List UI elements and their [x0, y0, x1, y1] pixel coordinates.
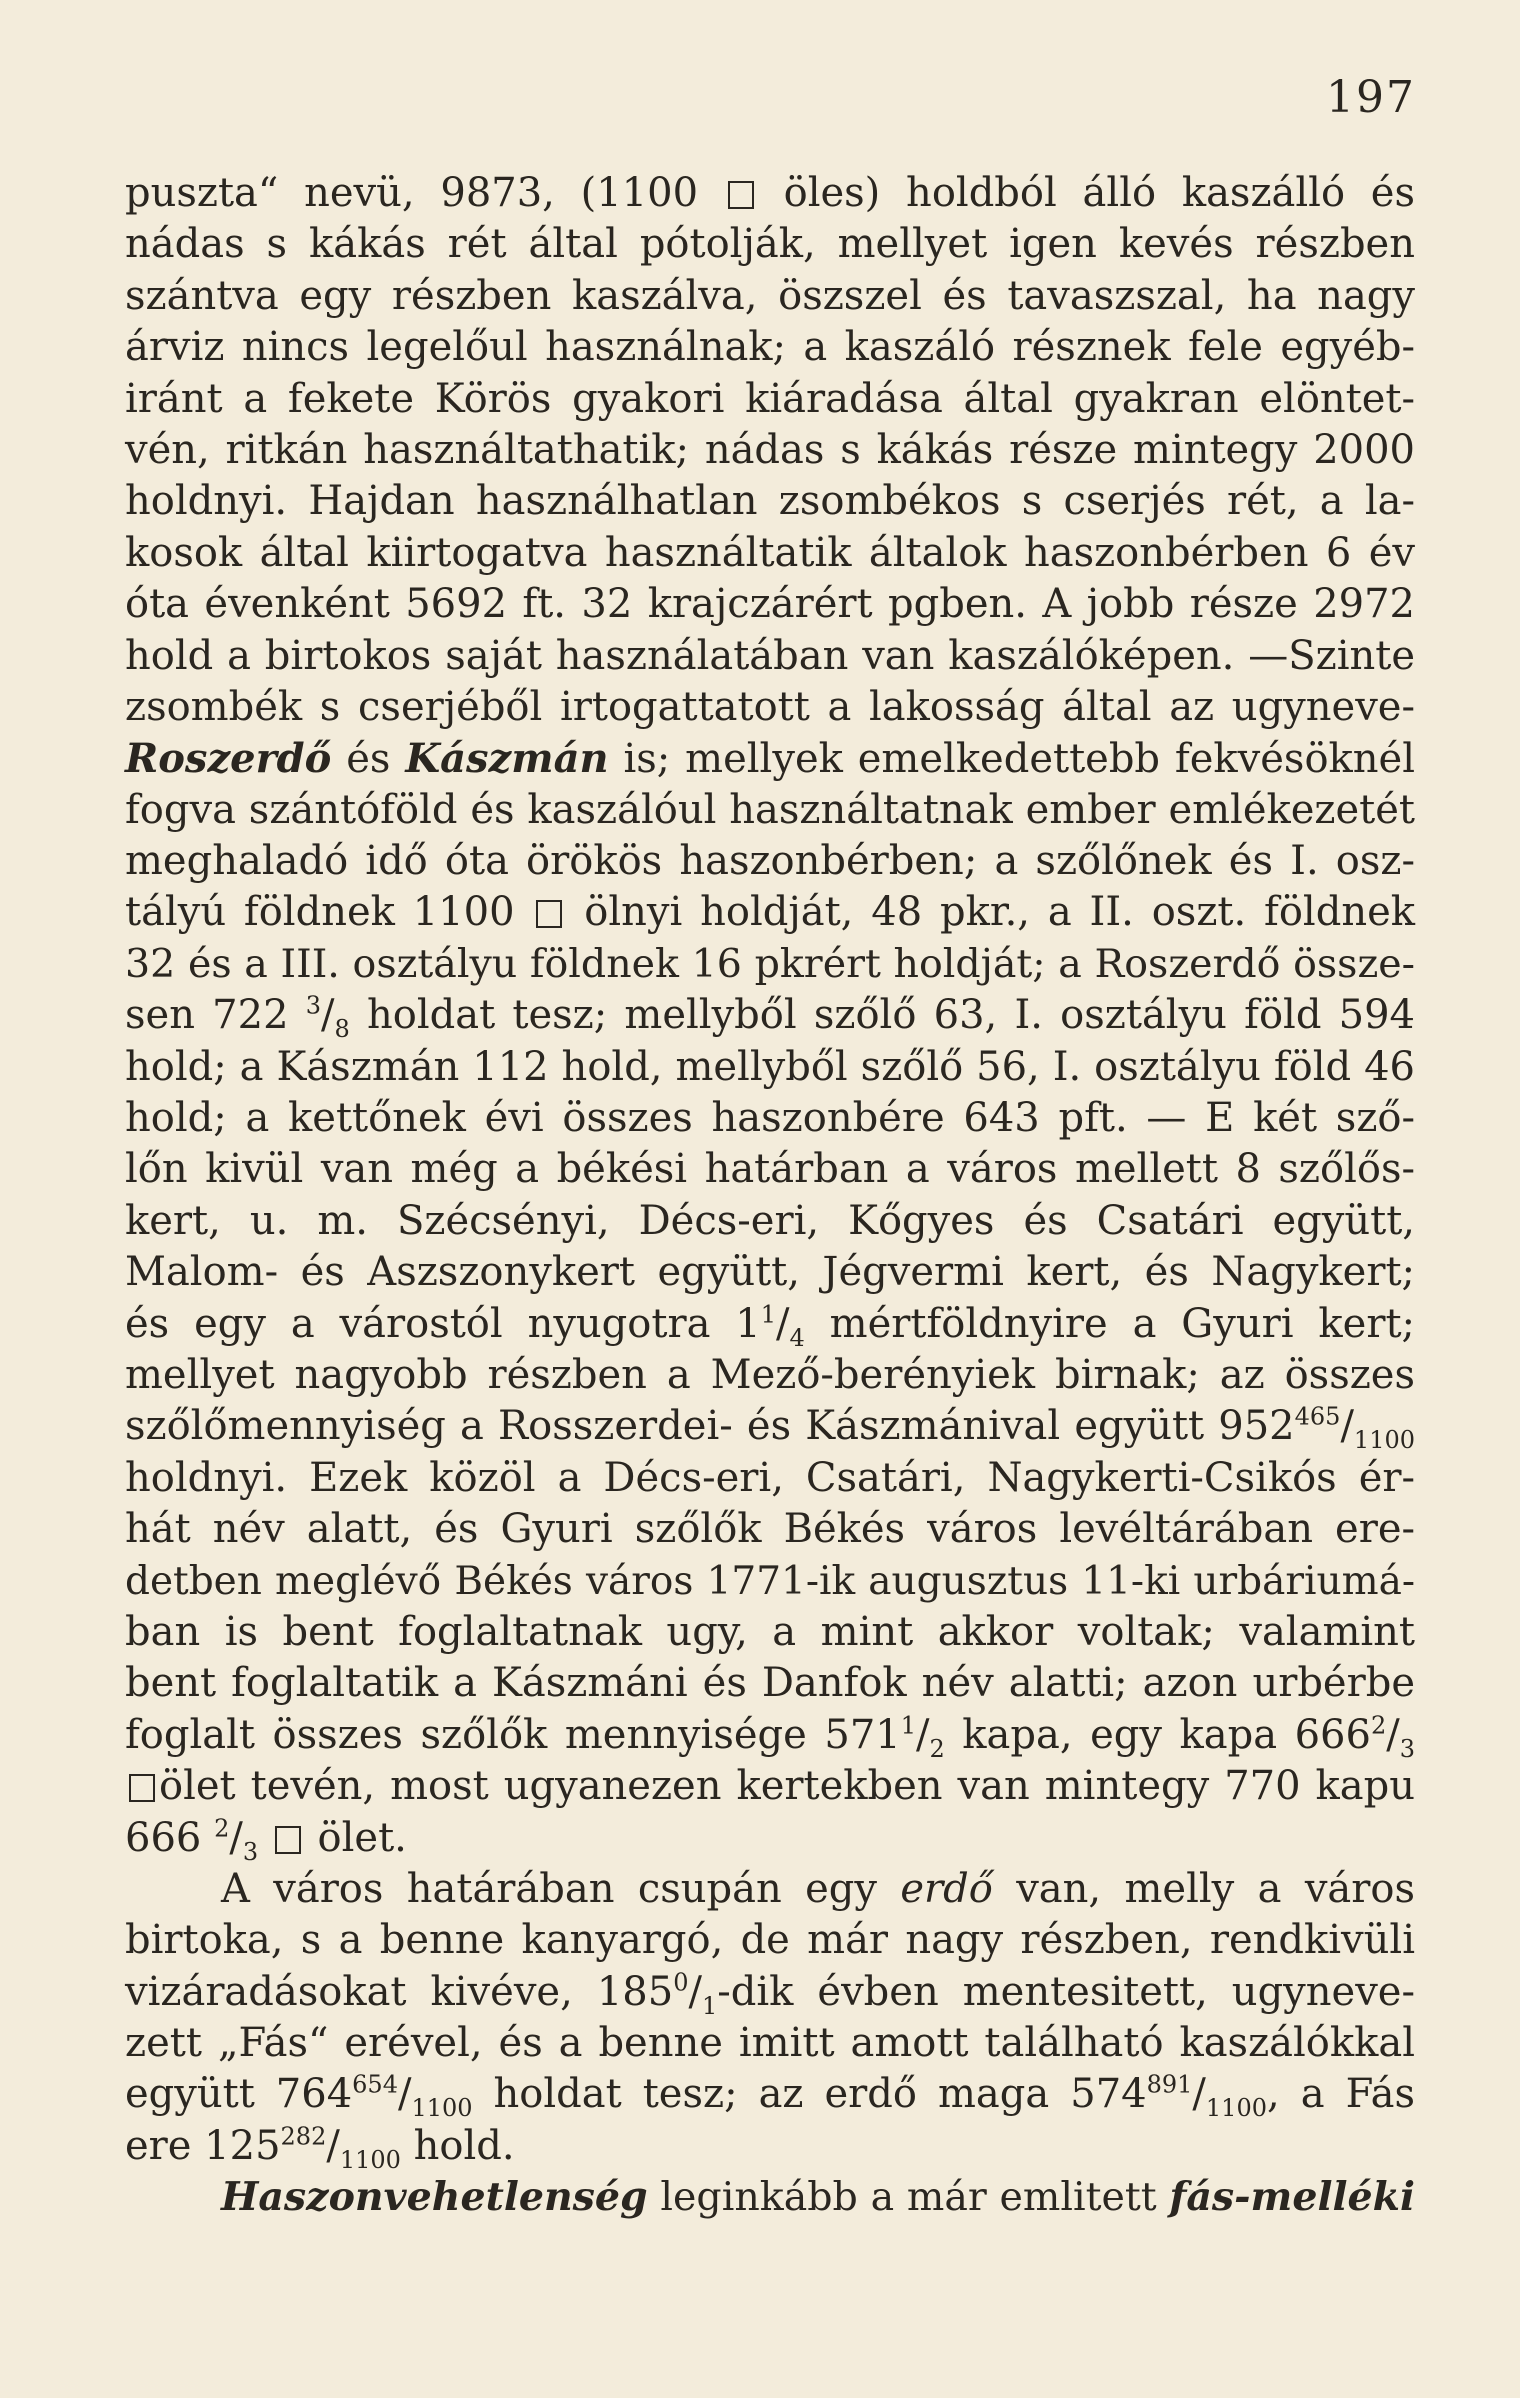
- text-line: [125, 168, 1415, 219]
- text-run: /: [326, 2122, 340, 2169]
- text-line: [125, 1350, 1415, 1401]
- fraction-denominator: 8: [334, 1015, 350, 1044]
- text-line: [125, 682, 1415, 733]
- fraction-denominator: 1100: [411, 2094, 473, 2123]
- text-run: öles) holdból álló kaszálló és: [757, 170, 1415, 216]
- text-line: [125, 1761, 1415, 1812]
- text-line: [125, 1813, 1415, 1864]
- fraction-denominator: 2: [929, 1734, 945, 1763]
- text-run: hold; a Kászmán 112 hold, mellyből szőlő 56, I. osztályu föld 46: [125, 1043, 1415, 1090]
- text-run: tályú földnek 1100: [125, 889, 533, 936]
- square-fathom-icon: [536, 900, 562, 928]
- text-run: ölet.: [304, 1814, 407, 1861]
- text-run: detben meglévő Békés város 1771-ik augusztus 11-ki urbáriumá-: [125, 1558, 1415, 1604]
- text-run: /: [321, 992, 335, 1039]
- text-line: [125, 1299, 1415, 1350]
- fraction-denominator: 1: [701, 1991, 718, 2020]
- fraction-numerator: 2: [214, 1814, 230, 1843]
- text-line: [125, 2069, 1415, 2123]
- text-run: fogva szántóföld és kaszálóul használtatnak ember emlékezetét: [125, 786, 1415, 833]
- text-line: [125, 579, 1415, 630]
- text-line: [125, 374, 1415, 425]
- text-line: [125, 528, 1415, 579]
- fraction-denominator: 1100: [1205, 2094, 1267, 2123]
- text-line: [125, 1042, 1415, 1093]
- emphasized-term: fás-melléki: [1169, 2174, 1415, 2221]
- page-number: 197: [1326, 72, 1416, 123]
- text-line: [125, 1247, 1415, 1298]
- text-line: [125, 1710, 1415, 1761]
- text-run: ere 125: [125, 2122, 281, 2169]
- text-run: hát név alatt, és Gyuri szőlők Békés város levéltárában ere-: [125, 1506, 1415, 1553]
- text-run: hold; a kettőnek évi összes haszonbére 643 pft. — E két sző-: [125, 1095, 1415, 1142]
- text-line: [125, 1144, 1415, 1195]
- fraction-denominator: 1100: [339, 2145, 401, 2174]
- text-line: [125, 631, 1415, 682]
- text-line: [125, 2018, 1415, 2069]
- text-run: Malom- és Aszszonykert együtt, Jégvermi kert, és Nagykert;: [125, 1249, 1415, 1296]
- text-run: vizáradásokat kivéve, 185: [125, 1968, 674, 2015]
- square-fathom-icon: [728, 181, 754, 209]
- text-run: /: [1340, 1403, 1354, 1450]
- text-run: van, melly a város: [992, 1865, 1416, 1912]
- text-line: [125, 322, 1415, 373]
- text-run: holdat tesz; az erdő maga 574: [472, 2071, 1147, 2118]
- text-run: lőn kivül van még a békési határban a város mellett 8 szőlős-: [125, 1146, 1415, 1193]
- text-line: [125, 1196, 1415, 1247]
- text-run: kert, u. m. Szécsényi, Décs-eri, Kőgyes és Csatári együtt,: [125, 1197, 1415, 1244]
- fraction-numerator: 891: [1146, 2071, 1193, 2100]
- italic-term: erdő: [900, 1865, 993, 1912]
- square-fathom-icon: [275, 1826, 301, 1854]
- fraction-numerator: 282: [280, 2122, 327, 2151]
- text-run: holdnyi. Ezek közöl a Décs-eri, Csatári, Nagykerti-Csikós ér-: [125, 1454, 1415, 1501]
- fraction-numerator: 2: [1370, 1711, 1387, 1740]
- text-run: /: [916, 1711, 930, 1758]
- text-run: nádas s kákás rét által pótolják, mellyet igen kevés részben: [125, 221, 1415, 268]
- text-line: [125, 785, 1415, 836]
- text-run: is; mellyek emelkedettebb fekvésöknél: [608, 736, 1415, 783]
- text-run: ölnyi holdját, 48 pkr., a II. oszt. földnek: [566, 889, 1415, 936]
- text-line: [125, 836, 1415, 887]
- text-run: zett „Fás“ erével, és a benne imitt amott található kaszálókkal: [125, 2020, 1415, 2067]
- text-run: mellyet nagyobb részben a Mező-berényiek birnak; az összes: [125, 1351, 1415, 1398]
- text-run: /: [776, 1300, 790, 1347]
- text-run: meghaladó idő óta örökös haszonbérben; a szőlőnek és I. osz-: [125, 838, 1415, 885]
- body-text: [125, 168, 1415, 2224]
- fraction-numerator: 0: [673, 1968, 689, 1997]
- text-line: [125, 1401, 1415, 1455]
- fraction-denominator: 3: [1399, 1734, 1415, 1763]
- text-run: mértföldnyire a Gyuri kert;: [804, 1300, 1415, 1347]
- text-line: [125, 476, 1415, 527]
- fraction-denominator: 3: [242, 1837, 259, 1866]
- square-fathom-icon: [129, 1774, 155, 1802]
- text-run: /: [229, 1814, 243, 1861]
- text-run: /: [397, 2071, 412, 2118]
- text-run: kosok által kiirtogatva használtatik általok haszonbérben 6 év: [125, 529, 1415, 576]
- text-run: /: [1192, 2071, 1206, 2118]
- text-run: -dik évben mentesitett, ugyneve-: [717, 1968, 1415, 2015]
- text-line: [125, 1658, 1415, 1709]
- text-run: vén, ritkán használtathatik; nádas s kákás része mintegy 2000: [125, 426, 1415, 473]
- text-line: [125, 2172, 1415, 2223]
- text-line: [125, 1864, 1415, 1915]
- text-line: [125, 2121, 1415, 2172]
- text-run: együtt 764: [125, 2071, 353, 2118]
- fraction-numerator: 1: [760, 1300, 777, 1329]
- text-line: [125, 271, 1415, 322]
- text-run: szántva egy részben kaszálva, öszszel és tavaszszal, ha nagy: [125, 272, 1415, 319]
- text-line: [125, 1967, 1415, 2018]
- text-line: [125, 733, 1415, 784]
- text-line: [125, 939, 1415, 990]
- text-line: [125, 219, 1415, 270]
- text-run: sen 722: [125, 992, 306, 1039]
- text-line: [125, 1556, 1415, 1607]
- fraction-numerator: 3: [305, 991, 322, 1020]
- text-run: A város határában csupán egy: [221, 1865, 901, 1912]
- text-run: holdat tesz; mellyből szőlő 63, I. osztályu föld 594: [349, 992, 1415, 1039]
- fraction-numerator: 465: [1294, 1403, 1341, 1432]
- text-run: kapa, egy kapa 666: [944, 1711, 1371, 1758]
- text-run: puszta“ nevü, 9873, (1100: [125, 170, 724, 216]
- text-line: [125, 425, 1415, 476]
- text-run: /: [688, 1968, 702, 2015]
- emphasized-term: Roszerdő: [125, 735, 332, 783]
- text-run: holdnyi. Hajdan használhatlan zsombékos s cserjés rét, a la-: [125, 478, 1415, 525]
- text-run: és egy a várostól nyugotra 1: [125, 1300, 761, 1347]
- text-run: , a Fás: [1266, 2071, 1415, 2118]
- text-run: iránt a fekete Körös gyakori kiáradása által gyakran elöntet-: [125, 375, 1415, 422]
- text-run: árviz nincs legelőul használnak; a kaszáló résznek fele egyéb-: [125, 324, 1415, 371]
- text-run: szőlőmennyiség a Rosszerdei- és Kászmánival együtt 952: [125, 1403, 1295, 1450]
- text-run: hold.: [400, 2122, 515, 2169]
- text-run: /: [1386, 1711, 1400, 1758]
- text-run: ban is bent foglaltatnak ugy, a mint akkor voltak; valamint: [125, 1608, 1415, 1655]
- text-line: [125, 887, 1415, 938]
- emphasized-term: Kászmán: [405, 735, 609, 783]
- text-run: ölet tevén, most ugyanezen kertekben van mintegy 770 kapu: [159, 1763, 1415, 1810]
- text-run: zsombék s cserjéből irtogattatott a lakosság által az ugyneve-: [125, 683, 1415, 730]
- text-run: foglalt összes szőlők mennyisége 571: [125, 1711, 901, 1758]
- text-run: [258, 1815, 271, 1861]
- text-run: 666: [125, 1814, 215, 1861]
- text-line: [125, 1915, 1415, 1966]
- text-run: és: [331, 736, 406, 783]
- text-line: [125, 1504, 1415, 1555]
- text-run: óta évenként 5692 ft. 32 krajczárért pgben. A jobb része 2972: [125, 581, 1415, 628]
- fraction-numerator: 654: [352, 2071, 398, 2100]
- fraction-numerator: 1: [900, 1711, 916, 1740]
- text-run: birtoka, s a benne kanyargó, de már nagy részben, rendkivüli: [125, 1917, 1415, 1964]
- fraction-denominator: 4: [789, 1323, 805, 1352]
- emphasized-term: Haszonvehetlenség: [221, 2174, 648, 2221]
- text-run: 32 és a III. osztályu földnek 16 pkrért holdját; a Roszerdő össze-: [125, 940, 1415, 987]
- fraction-denominator: 1100: [1353, 1426, 1415, 1455]
- text-run: hold a birtokos saját használatában van kaszálóképen. —Szinte: [125, 632, 1415, 679]
- text-line: [125, 1607, 1415, 1658]
- text-line: [125, 1453, 1415, 1504]
- text-line: [125, 990, 1415, 1044]
- text-run: leginkább a már emlitett: [647, 2174, 1170, 2221]
- text-line: [125, 1093, 1415, 1144]
- text-run: bent foglaltatik a Kászmáni és Danfok név alatti; azon urbérbe: [125, 1660, 1415, 1707]
